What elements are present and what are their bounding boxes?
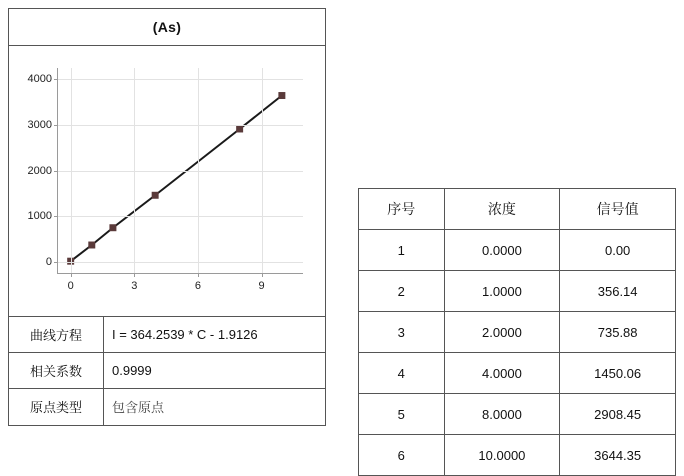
curve-info-label: 曲线方程 bbox=[9, 317, 104, 353]
x-axis-tick-label: 3 bbox=[131, 280, 138, 292]
x-axis-tick-label: 9 bbox=[258, 280, 265, 292]
curve-info-table bbox=[9, 316, 325, 425]
table-cell: 2 bbox=[359, 271, 445, 312]
y-axis-tick-label: 0 bbox=[45, 256, 52, 269]
table-cell: 6 bbox=[359, 435, 445, 476]
y-tick-mark bbox=[54, 125, 58, 126]
table-header-row bbox=[359, 189, 676, 230]
gridline-horizontal bbox=[58, 262, 303, 263]
y-tick-mark bbox=[54, 171, 58, 172]
calibration-curve-panel bbox=[8, 8, 326, 426]
x-tick-mark bbox=[134, 273, 135, 277]
curve-info-value: I = 364.2539 * C - 1.9126 bbox=[104, 317, 326, 353]
gridline-horizontal bbox=[58, 125, 303, 126]
y-tick-mark bbox=[54, 216, 58, 217]
curve-info-value: 0.9999 bbox=[104, 353, 326, 389]
gridline-vertical bbox=[262, 68, 263, 273]
x-tick-mark bbox=[71, 273, 72, 277]
gridline-vertical bbox=[134, 68, 135, 273]
column-header-signal: 信号值 bbox=[560, 189, 676, 230]
data-point-marker bbox=[109, 224, 116, 231]
curve-info-value: 包含原点 bbox=[104, 389, 326, 425]
chart-title: (As) bbox=[152, 19, 182, 35]
curve-info-label: 相关系数 bbox=[9, 353, 104, 389]
table-row bbox=[359, 353, 676, 394]
table-cell: 3 bbox=[359, 312, 445, 353]
data-point-marker bbox=[88, 242, 95, 249]
table-cell: 8.0000 bbox=[444, 394, 560, 435]
table-cell: 735.88 bbox=[560, 312, 676, 353]
curve-info-row bbox=[9, 353, 325, 389]
table-cell: 4.0000 bbox=[444, 353, 560, 394]
data-point-marker bbox=[278, 92, 285, 99]
x-axis-tick-label: 0 bbox=[67, 280, 74, 292]
table-cell: 1450.06 bbox=[560, 353, 676, 394]
x-tick-mark bbox=[262, 273, 263, 277]
table-cell: 1.0000 bbox=[444, 271, 560, 312]
gridline-horizontal bbox=[58, 216, 303, 217]
data-point-marker bbox=[152, 192, 159, 199]
table-row bbox=[359, 230, 676, 271]
table-row bbox=[359, 394, 676, 435]
y-axis-tick-label: 4000 bbox=[27, 73, 52, 86]
gridline-horizontal bbox=[58, 171, 303, 172]
table-cell: 0.00 bbox=[560, 230, 676, 271]
data-point-marker bbox=[236, 125, 243, 132]
y-tick-mark bbox=[54, 79, 58, 80]
table-cell: 10.0000 bbox=[444, 435, 560, 476]
gridline-horizontal bbox=[58, 79, 303, 80]
table-row bbox=[359, 271, 676, 312]
table-cell: 2908.45 bbox=[560, 394, 676, 435]
y-tick-mark bbox=[54, 262, 58, 263]
table-cell: 356.14 bbox=[560, 271, 676, 312]
table-row bbox=[359, 312, 676, 353]
gridline-vertical bbox=[198, 68, 199, 273]
gridline-vertical bbox=[71, 68, 72, 273]
plot-area bbox=[27, 68, 303, 292]
table-cell: 1 bbox=[359, 230, 445, 271]
table-cell: 0.0000 bbox=[444, 230, 560, 271]
table-cell: 2.0000 bbox=[444, 312, 560, 353]
x-axis-tick-label: 6 bbox=[194, 280, 202, 292]
calibration-chart bbox=[9, 46, 325, 316]
series-polyline bbox=[71, 96, 282, 262]
y-axis-tick-label: 3000 bbox=[27, 119, 52, 132]
table-cell: 3644.35 bbox=[560, 435, 676, 476]
curve-info-row bbox=[9, 317, 325, 353]
x-tick-mark bbox=[198, 273, 199, 277]
standards-table bbox=[358, 188, 676, 476]
curve-info-row bbox=[9, 389, 325, 425]
table-row bbox=[359, 435, 676, 476]
column-header-concentration: 浓度 bbox=[444, 189, 560, 230]
curve-info-label: 原点类型 bbox=[9, 389, 104, 425]
y-axis-tick-label: 1000 bbox=[27, 210, 52, 223]
y-axis-tick-label: 2000 bbox=[27, 164, 52, 177]
standards-table-wrapper bbox=[358, 188, 676, 476]
chart-title-row bbox=[9, 9, 325, 46]
table-cell: 5 bbox=[359, 394, 445, 435]
table-cell: 4 bbox=[359, 353, 445, 394]
column-header-index: 序号 bbox=[359, 189, 445, 230]
